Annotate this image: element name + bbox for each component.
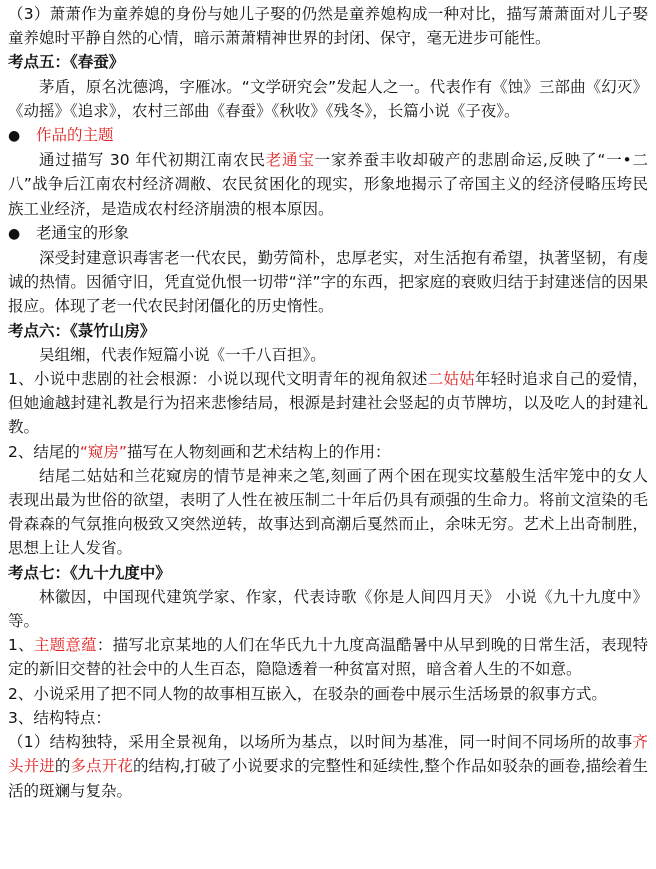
paragraph-image: 深受封建意识毒害老一代农民，勤劳简朴，忠厚老实，对生活抱有希望，执著坚韧，有虔诚的热情。因循守旧，凭直觉仇恨一切带“洋”字的东西，把家庭的衰败归结于封建迷信的因果报应。体现了老一代农民封闭僵化的历史惰性。 (8, 249, 648, 316)
section-heading-7: 考点七：《九十九度中》 (8, 563, 171, 582)
bullet-dot-icon: ● (8, 128, 21, 145)
item2-text-b: 描写在人物刻画和艺术结构上的作用： (126, 442, 391, 461)
item1-text-b: 年轻时追求自己的爱情，但她逾越封建礼教是行为招来悲惨结局，根源是封建社会竖起的贞节牌坊，以及吃人的封建礼教。 (8, 370, 648, 437)
bullet-theme (8, 123, 648, 148)
paragraph-xiaoxiao-contrast: （3）萧萧作为童养媳的身份与她儿子娶的仍然是童养媳构成一种对比，描写萧萧面对儿子娶童养媳时平静自然的心情，暗示萧萧精神世界的封闭、保守，毫无进步可能性。 (8, 5, 648, 48)
item1-text: ：描写北京某地的人们在华氏九十九度高温酷暑中从早到晚的日常生活，表现特定的新旧交替的社会中的人生百态，隐隐透着一种贫富对照，暗含着人生的不如意。 (8, 636, 648, 679)
item-structure: 3、结构特点： (8, 708, 111, 727)
subheading-image: 老通宝的形象 (36, 223, 130, 242)
paragraph-ending: 结尾二姑姑和兰花窥房的情节是神来之笔,刻画了两个困在现实坟墓般生活牢笼中的女人表现出最为世俗的欲望，表明了人性在被压制二十年后仍具有顽强的生命力。将前文渲染的毛骨森森的气氛推向极致又突然逆转，故事达到高潮后戛然而止，余味无穷。艺术上出奇制胜，思想上让人发省。 (8, 466, 648, 558)
item1-number: 1、 (8, 636, 34, 655)
item-social-roots (8, 367, 648, 440)
sub1-text-b: 的结构,打破了小说要求的完整性和延续性,整个作品如驳杂的画卷,描绘着生活的斑斓与复杂。 (8, 757, 648, 800)
section-heading-6: 考点六：《菉竹山房》 (8, 321, 156, 340)
sub1-text-a: （1）结构独特，采用全景视角，以场所为基点，以时间为基准，同一时间不同场所的故事 (8, 733, 633, 752)
item-theme-meaning (8, 633, 648, 681)
highlight-duodiankaihua: 多点开花 (70, 757, 133, 776)
author-intro-maodun: 茅盾，原名沈德鸿，字雁冰。“文学研究会”发起人之一。代表作有《蚀》三部曲《幻灭》《动摇》《追求》，农村三部曲《春蚕》《秋收》《残冬》，长篇小说《子夜》。 (8, 77, 648, 120)
item-narrative-mode: 2、小说采用了把不同人物的故事相互嵌入，在驳杂的画卷中展示生活场景的叙事方式。 (8, 684, 607, 703)
item-ending-role (8, 440, 648, 464)
subheading-theme: 作品的主题 (36, 126, 114, 145)
item2-text-a: 2、结尾的 (8, 442, 80, 461)
bullet-dot-icon: ● (8, 225, 21, 242)
sub1-text-mid: 的 (54, 757, 71, 776)
paragraph-theme (8, 148, 648, 221)
theme-text-b: 一家养蚕丰收却破产的悲剧命运,反映了“一•二八”战争后江南农村经济凋敝、农民贫困化的现实，形象地揭示了帝国主义的经济侵略压垮民族工业经济，是造成农村经济崩溃的根本原因。 (8, 151, 649, 218)
theme-text-a: 通过描写 30 年代初期江南农民 (39, 151, 266, 170)
author-intro-linhuiyin: 林徽因，中国现代建筑学家、作家，代表诗歌《你是人间四月天》 小说《九十九度中》等。 (8, 587, 648, 631)
highlight-ergugu: 二姑姑 (427, 370, 475, 389)
section-heading-5: 考点五：《春蚕》 (8, 53, 125, 72)
highlight-qitoubingjin: 齐头并进 (8, 733, 648, 776)
highlight-zhutiyiyun: 主题意蕴 (33, 636, 97, 655)
highlight-laotongbao: 老通宝 (265, 151, 315, 170)
bullet-image (8, 221, 648, 246)
subitem-structure-unique (8, 730, 648, 803)
author-intro-wuzuxiang: 吴组缃，代表作短篇小说《一千八百担》。 (39, 345, 326, 364)
item1-text-a: 1、小说中悲剧的社会根源：小说以现代文明青年的视角叙述 (8, 370, 428, 389)
highlight-kuifang: “窥房” (79, 442, 127, 461)
